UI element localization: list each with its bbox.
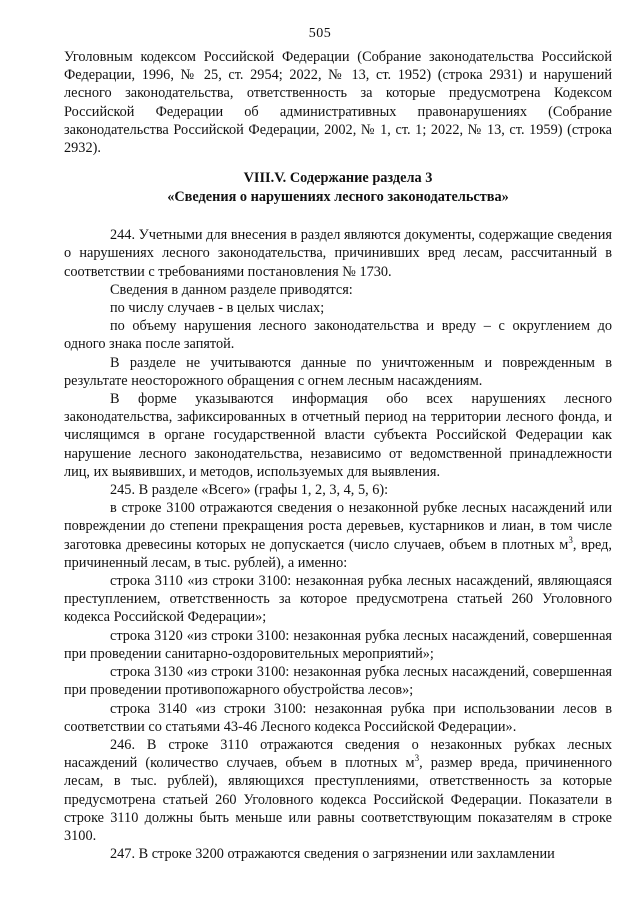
paragraph-246 <box>64 736 612 845</box>
paragraph-3100-text-a: в строке 3100 отражаются сведения о незаконной рубке лесных насаждений или повреждении до степени прекращения роста деревьев, кустарников и лиан, в том числе заготовка древесины которых не допускается (число случаев, объем в плотных м <box>64 500 612 553</box>
paragraph-neuchityvayutsya: В разделе не учитываются данные по уничтоженным и поврежденным в результате неосторожного обращения с огнем лесным насаждениям. <box>64 354 612 389</box>
paragraph-247: 247. В строке 3200 отражаются сведения о загрязнении или захламлении <box>110 846 555 863</box>
paragraph-246-sup: 3 <box>414 753 420 764</box>
paragraph-forma: В форме указываются информация обо всех нарушениях лесного законодательства, зафиксированных в отчетный период на территории лесного фонда, и числящимся в органе государственной власти субъекта Российской Федерации как нарушение лесного законодательства, независимо от ведомственной принадлежности лиц, их выявивших, и методов, используемых для выявления. <box>64 391 612 480</box>
paragraph-245: 245. В разделе «Всего» (графы 1, 2, 3, 4, 5, 6): <box>110 482 389 499</box>
paragraph-244: 244. Учетными для внесения в раздел являются документы, содержащие сведения о нарушениях лесного законодательства, причинивших вред лесам, рассчитанный в соответствии с требованиями постановления № 1730. <box>64 227 612 280</box>
paragraph-3100-text-b: , вред, причиненный лесам, в тыс. рублей), а именно: <box>64 536 612 571</box>
paragraph-obem: по объему нарушения лесного законодательства и вреду – с округлением до одного знака после запятой. <box>64 318 612 353</box>
paragraph-246-text-a: 246. В строке 3110 отражаются сведения о незаконных рубках лесных насаждений (количество случаев, объем в плотных м <box>64 736 612 772</box>
paragraph-246-text-b: , размер вреда, причиненного лесам, в тыс. рублей), являющихся преступлениями, ответственность за которые предусмотрена статьей 260 Уголовного кодекса Российской Федерации. Показатели в строке 3110 должны быть меньше или равны соответствующим показателям в строке 3100. <box>64 755 612 844</box>
paragraph-3110: строка 3110 «из строки 3100: незаконная рубка лесных насаждений, являющаяся преступлением, ответственность за которое предусмотрена статьей 260 Уголовного кодекса Российской Федерации»; <box>64 573 612 626</box>
intro-paragraph: Уголовным кодексом Российской Федерации (Собрание законодательства Российской Федерации, 1996, № 25, ст. 2954; 2022, № 13, ст. 1952) (строка 2931) и нарушений лесного законодательства, ответственность за которые предусмотрена Кодексом Российской Федерации об административных правонарушениях (Собрание законодательства Российской Федерации, 2002, № 1, ст. 1; 2022, № 13, ст. 1959) (строка 2932). <box>64 49 612 157</box>
section-heading <box>64 169 612 206</box>
paragraph-3140: строка 3140 «из строки 3100: незаконная рубка при использовании лесов в соответствии со статьями 43-46 Лесного кодекса Российской Федерации». <box>64 700 612 735</box>
section-heading-line2: «Сведения о нарушениях лесного законодательства» <box>167 188 509 205</box>
section-heading-line1: VIII.V. Содержание раздела 3 <box>243 170 433 187</box>
paragraph-svedeniya: Сведения в данном разделе приводятся: <box>110 281 353 298</box>
paragraph-3100 <box>64 499 612 572</box>
paragraph-3100-sup: 3 <box>568 534 573 545</box>
paragraph-3130: строка 3130 «из строки 3100: незаконная рубка лесных насаждений, совершенная при проведении противопожарного обустройства лесов»; <box>64 664 612 699</box>
page-number: 505 <box>308 26 332 41</box>
paragraph-chislo: по числу случаев - в целых числах; <box>110 300 325 317</box>
paragraph-3120: строка 3120 «из строки 3100: незаконная рубка лесных насаждений, совершенная при проведении санитарно-оздоровительных мероприятий»; <box>64 627 612 662</box>
